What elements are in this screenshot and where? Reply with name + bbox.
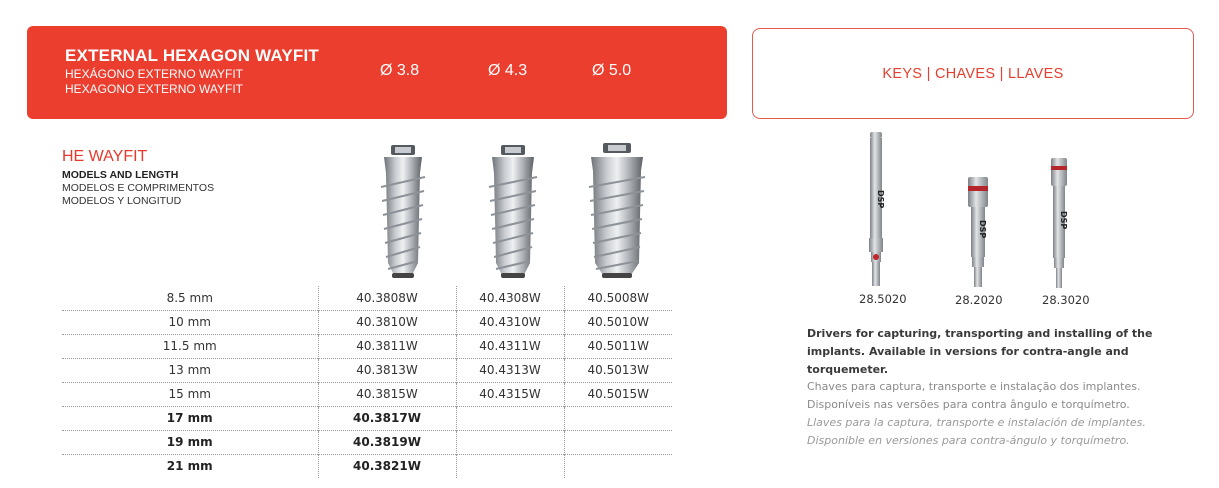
code-cell-4-3: 40.4310W [456,310,564,334]
code-cell-4-3: 40.4313W [456,358,564,382]
torque-driver-long-icon [1048,156,1070,290]
product-subtitle-en: MODELS AND LENGTH [62,169,179,181]
code-cell-5-0: 40.5013W [564,358,672,382]
models-length-table [62,286,672,478]
key-code-28-5020: 28.5020 [859,292,907,306]
product-subtitle-es: MODELOS Y LONGITUD [62,195,182,207]
code-cell-4-3 [456,430,564,454]
keys-description [807,325,1167,450]
code-cell-4-3 [456,406,564,430]
length-cell: 13 mm [168,363,211,377]
code-cell-4-3: 40.4308W [456,286,564,310]
header-title-es: HEXAGONO EXTERNO WAYFIT [65,82,244,96]
code-cell-3-8: 40.3821W [318,454,456,478]
dental-implant-5-0-icon [583,141,651,281]
table-row [62,454,672,478]
code-cell-5-0: 40.5008W [564,286,672,310]
keys-banner [752,28,1194,119]
table-row [62,286,672,310]
key-code-28-2020: 28.2020 [955,293,1003,307]
length-cell: 10 mm [168,315,211,329]
table-row [62,430,672,454]
contra-angle-driver-icon [865,130,887,288]
description-pt-line2: Disponíveis nas versões para contra ângulo e torquímetro. [807,398,1130,412]
code-cell-3-8: 40.3810W [318,310,456,334]
dental-implant-4-3-icon [482,143,544,281]
svg-text:DSP: DSP [978,220,987,239]
product-name: HE WAYFIT [62,148,148,165]
code-cell-3-8: 40.3811W [318,334,456,358]
table-row [62,310,672,334]
code-cell-5-0 [564,430,672,454]
diameter-label-3-8: Ø 3.8 [380,62,420,79]
key-code-28-3020: 28.3020 [1042,293,1090,307]
code-cell-4-3 [456,454,564,478]
code-cell-5-0: 40.5015W [564,382,672,406]
code-cell-3-8: 40.3815W [318,382,456,406]
code-cell-5-0: 40.5010W [564,310,672,334]
product-subtitle-pt: MODELOS E COMPRIMENTOS [62,182,215,194]
header-banner [27,26,727,119]
description-es-line1: Llaves para la captura, transporte e instalación de implantes. [807,415,1146,429]
code-cell-5-0 [564,406,672,430]
code-cell-3-8: 40.3813W [318,358,456,382]
description-en: Drivers for capturing, transporting and installing of the implants. Available in versions for contra-angle and torquemeter. [807,327,1153,376]
svg-text:DSP: DSP [876,190,885,209]
length-cell: 15 mm [168,387,211,401]
dental-implant-3-8-icon [372,143,434,281]
code-cell-4-3: 40.4311W [456,334,564,358]
table-row [62,382,672,406]
diameter-label-5-0: Ø 5.0 [592,62,632,79]
code-cell-5-0 [564,454,672,478]
code-cell-4-3: 40.4315W [456,382,564,406]
code-cell-3-8: 40.3817W [318,406,456,430]
torque-driver-short-icon [966,175,990,288]
description-pt-line1: Chaves para captura, transporte e instalação dos implantes. [807,380,1141,394]
code-cell-5-0: 40.5011W [564,334,672,358]
code-cell-3-8: 40.3819W [318,430,456,454]
length-cell: 8.5 mm [166,290,213,305]
header-title-pt: HEXÁGONO EXTERNO WAYFIT [65,67,244,81]
svg-text:DSP: DSP [1059,211,1068,230]
length-cell: 19 mm [166,435,213,449]
header-title-en: EXTERNAL HEXAGON WAYFIT [65,46,319,65]
diameter-label-4-3: Ø 4.3 [488,62,528,79]
keys-title: KEYS | CHAVES | LLAVES [882,65,1064,82]
table-row [62,406,672,430]
table-row [62,358,672,382]
description-es-line2: Disponible en versiones para contra-ángulo y torquímetro. [807,433,1130,447]
table-row [62,334,672,358]
length-cell: 17 mm [166,411,213,425]
length-cell: 11.5 mm [162,339,217,353]
code-cell-3-8: 40.3808W [318,286,456,310]
length-cell: 21 mm [166,459,213,474]
